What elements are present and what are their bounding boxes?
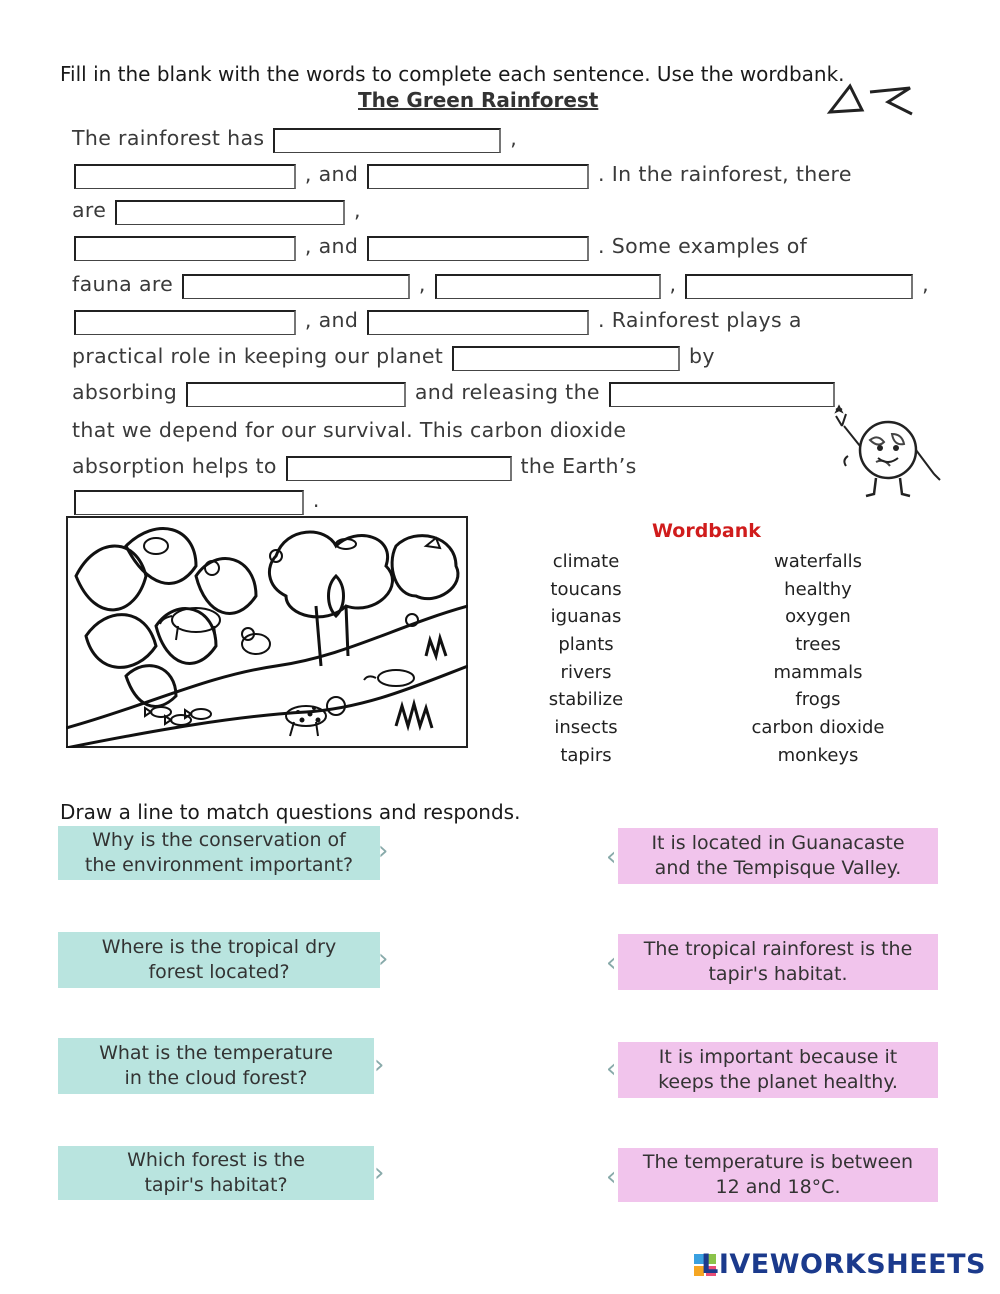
blank-input[interactable] — [435, 274, 661, 299]
chevron-left-icon: ‹ — [606, 842, 617, 872]
chevron-right-icon: › — [378, 836, 389, 866]
text-segment: , — [669, 272, 677, 296]
wordbank-word: trees — [795, 634, 841, 656]
wordbank-title: Wordbank — [652, 520, 761, 542]
chevron-right-icon: › — [374, 1050, 385, 1080]
answer-text: It is important because it — [658, 1046, 898, 1068]
text-segment: . Some examples of — [597, 234, 808, 258]
blank-input[interactable] — [74, 236, 296, 261]
text-segment: by — [688, 344, 715, 368]
text-segment: and releasing the — [414, 380, 600, 404]
wordbank-left-column — [486, 548, 686, 770]
text-segment: are — [72, 198, 107, 222]
wordbank-word: rivers — [560, 661, 612, 683]
blank-input[interactable] — [367, 236, 589, 261]
question-box[interactable] — [58, 1038, 374, 1094]
answer-box[interactable] — [618, 1042, 938, 1098]
answer-text: The tropical rainforest is the — [643, 938, 913, 960]
wordbank-word: plants — [558, 634, 614, 656]
answer-text: 12 and 18°C. — [715, 1176, 841, 1198]
exercise-title: The Green Rainforest — [358, 88, 599, 112]
text-segment: that we depend for our survival. This carbon dioxide — [72, 418, 627, 442]
question-box[interactable] — [58, 932, 380, 988]
chevron-right-icon: › — [374, 1158, 385, 1188]
wordbank-word: waterfalls — [773, 551, 863, 572]
answer-box[interactable] — [618, 828, 938, 884]
wordbank-word: carbon dioxide — [751, 717, 885, 739]
answer-text: The temperature is between — [642, 1151, 914, 1173]
question-text: Where is the tropical dry — [101, 936, 337, 958]
text-segment: The rainforest has — [72, 126, 265, 150]
wordbank-word: insects — [554, 717, 618, 739]
earth-character-icon — [830, 404, 942, 502]
text-segment: absorbing — [72, 380, 178, 404]
wordbank-word: stabilize — [548, 689, 624, 711]
answer-text: and the Tempisque Valley. — [654, 857, 902, 879]
chevron-right-icon: › — [378, 944, 389, 974]
blank-input[interactable] — [685, 274, 913, 299]
text-segment: the Earth’s — [520, 454, 637, 478]
answer-text: keeps the planet healthy. — [658, 1071, 898, 1093]
text-segment: practical role in keeping our planet — [72, 344, 444, 368]
text-segment: . — [312, 488, 320, 512]
answer-box[interactable] — [618, 934, 938, 990]
text-segment: , — [353, 198, 361, 222]
text-segment: , — [510, 126, 518, 150]
wordbank-word: iguanas — [550, 606, 622, 628]
blank-input[interactable] — [273, 128, 501, 153]
blank-input[interactable] — [286, 456, 512, 481]
blank-input[interactable] — [367, 310, 589, 335]
chevron-left-icon: ‹ — [606, 1162, 617, 1192]
wordbank-right-column — [718, 548, 918, 770]
text-segment: . In the rainforest, there — [597, 162, 852, 186]
wordbank-word: mammals — [773, 661, 863, 683]
text-segment: fauna are — [72, 272, 174, 296]
chevron-left-icon: ‹ — [606, 948, 617, 978]
question-text: in the cloud forest? — [124, 1067, 308, 1089]
question-text: the environment important? — [84, 854, 354, 876]
text-segment: , — [418, 272, 426, 296]
wordbank-word: oxygen — [785, 606, 851, 628]
wordbank-word: frogs — [795, 689, 841, 711]
answer-text: tapir's habitat. — [708, 963, 848, 985]
wordbank-word: healthy — [784, 578, 852, 600]
blank-input[interactable] — [367, 164, 589, 189]
blank-input[interactable] — [452, 346, 680, 371]
wordbank-word: monkeys — [777, 744, 859, 766]
wordbank-word: tapirs — [560, 744, 612, 766]
text-segment: , and — [304, 308, 359, 332]
rainforest-coloring-illustration — [66, 516, 468, 748]
blank-input[interactable] — [74, 490, 304, 515]
question-text: forest located? — [148, 961, 290, 983]
blank-input[interactable] — [182, 274, 410, 299]
answer-text: It is located in Guanacaste — [651, 832, 905, 854]
text-segment: , and — [304, 162, 359, 186]
liveworksheets-brand: LIVEWORKSHEETS — [701, 1249, 986, 1280]
blank-input[interactable] — [186, 382, 406, 407]
question-box[interactable] — [58, 826, 380, 880]
wordbank-word: climate — [552, 551, 620, 572]
answer-box[interactable] — [618, 1148, 938, 1202]
question-text: Which forest is the — [127, 1149, 305, 1171]
blank-input[interactable] — [609, 382, 835, 407]
question-text: tapir's habitat? — [144, 1174, 288, 1196]
question-text: Why is the conservation of — [92, 829, 346, 851]
text-segment: . Rainforest plays a — [597, 308, 802, 332]
question-text: What is the temperature — [99, 1042, 333, 1064]
text-segment: , and — [304, 234, 359, 258]
blank-input[interactable] — [74, 164, 296, 189]
question-box[interactable] — [58, 1146, 374, 1200]
fill-blank-instructions: Fill in the blank with the words to complete each sentence. Use the wordbank. — [60, 62, 845, 86]
chevron-left-icon: ‹ — [606, 1054, 617, 1084]
text-segment: absorption helps to — [72, 454, 277, 478]
wordbank-word: toucans — [550, 578, 622, 600]
match-instructions: Draw a line to match questions and responds. — [60, 800, 521, 824]
blank-input[interactable] — [115, 200, 345, 225]
text-segment: , — [922, 272, 930, 296]
blank-input[interactable] — [74, 310, 296, 335]
